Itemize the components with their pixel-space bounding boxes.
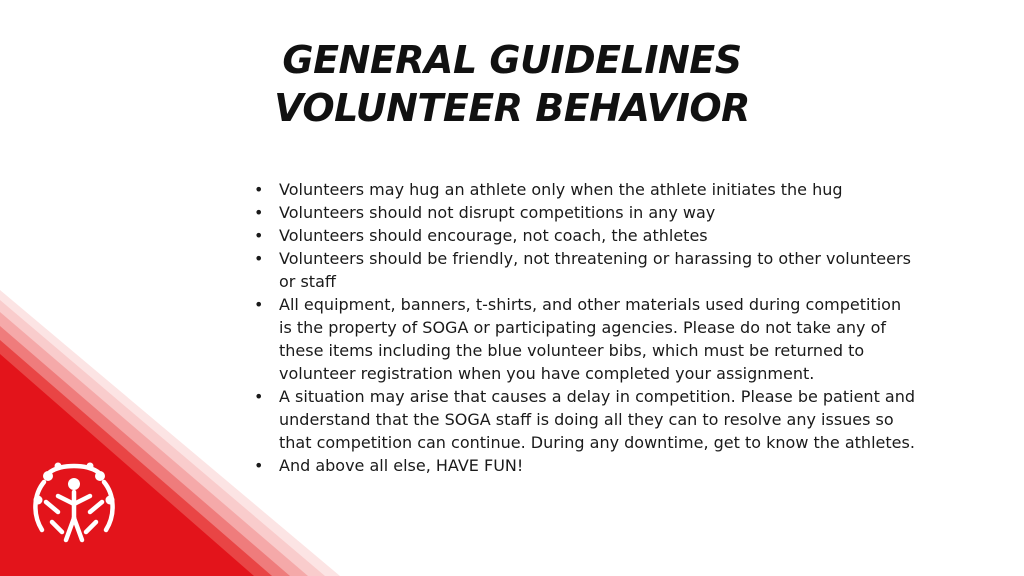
bullet-text: Volunteers should be friendly, not threatening or harassing to other volunteers or staff: [279, 249, 911, 291]
list-item: [252, 293, 916, 385]
bullet-marker: •: [254, 387, 264, 406]
bullet-text: Volunteers should not disrupt competitions in any way: [279, 203, 716, 222]
list-item: [252, 224, 916, 247]
bullet-marker: •: [254, 203, 264, 222]
special-olympics-logo-icon: [26, 452, 122, 556]
bullet-text: Volunteers may hug an athlete only when the athlete initiates the hug: [279, 180, 843, 199]
title-line-2: VOLUNTEER BEHAVIOR: [274, 86, 750, 130]
list-item: [252, 201, 916, 224]
bullet-marker: •: [254, 249, 264, 268]
title-line-1: GENERAL GUIDELINES: [282, 38, 742, 82]
guidelines-list: [252, 178, 916, 477]
bullet-text: A situation may arise that causes a delay in competition. Please be patient and understand that the SOGA staff is doing all they can to resolve any issues so that competition can continue. During any downtime, get to know the athletes.: [279, 387, 916, 452]
bullet-marker: •: [254, 295, 264, 314]
slide-title: [200, 36, 824, 132]
bullet-text: All equipment, banners, t-shirts, and other materials used during competition is the property of SOGA or participating agencies. Please do not take any of these items including the blue volunteer bibs, which must be returned to volunteer registration when you have completed your assignment.: [279, 295, 902, 383]
bullet-text: Volunteers should encourage, not coach, the athletes: [279, 226, 708, 245]
bullet-text: And above all else, HAVE FUN!: [279, 456, 524, 475]
bullet-marker: •: [254, 180, 264, 199]
bullet-marker: •: [254, 456, 264, 475]
list-item: [252, 247, 916, 293]
list-item: [252, 385, 916, 454]
list-item: [252, 454, 916, 477]
bullet-marker: •: [254, 226, 264, 245]
list-item: [252, 178, 916, 201]
